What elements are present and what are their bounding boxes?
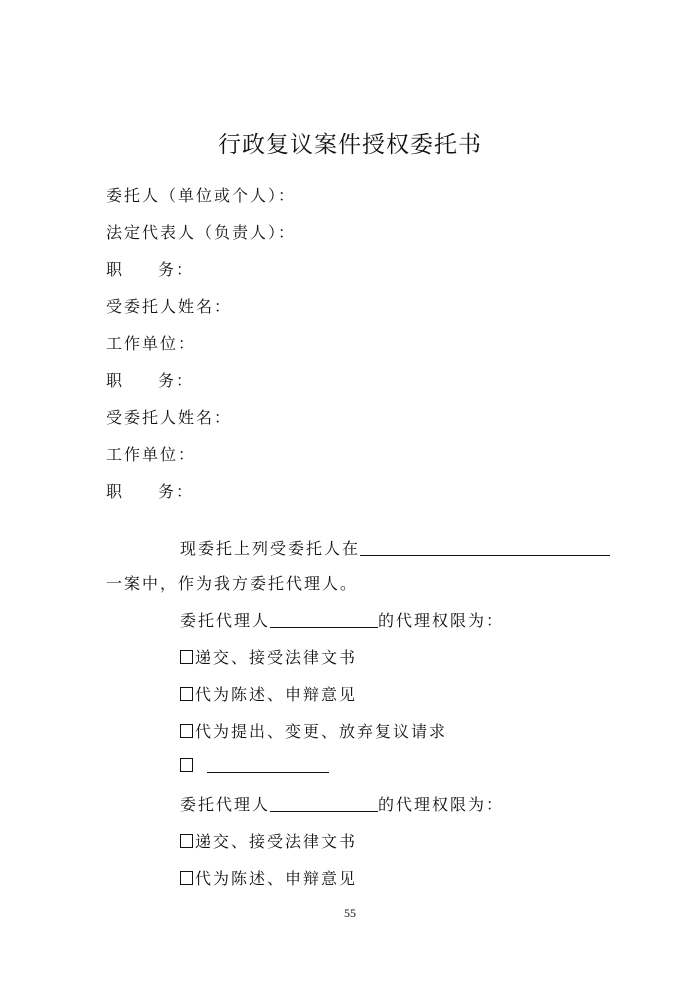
other-option-blank [207, 756, 329, 773]
position-field-3: 职 务： [106, 482, 195, 501]
agent1-unit-field: 工作单位： [106, 334, 197, 353]
option-item-blank [180, 756, 329, 775]
commission-line-2: 一案中，作为我方委托代理人。 [106, 574, 359, 593]
agent2-name-field: 受委托人姓名： [106, 408, 233, 427]
agent-authority-line-2: 委托代理人 的代理权限为： [180, 795, 505, 814]
position-field-1: 职 务： [106, 260, 195, 279]
option-item: 代为提出、变更、放弃复议请求 [180, 719, 447, 742]
option-item: 代为陈述、申辩意见 [180, 866, 357, 889]
checkbox-icon [180, 687, 193, 701]
checkbox-icon [180, 871, 193, 885]
option-item: 递交、接受法律文书 [180, 829, 357, 852]
checkbox-icon [180, 758, 193, 772]
option-item: 代为陈述、申辩意见 [180, 682, 357, 705]
principal-field: 委托人（单位或个人）： [106, 186, 297, 205]
case-blank [360, 539, 610, 556]
position-field-2: 职 务： [106, 371, 195, 390]
legal-rep-field: 法定代表人（负责人）： [106, 223, 297, 242]
agent2-unit-field: 工作单位： [106, 445, 197, 464]
agent1-name-field: 受委托人姓名： [106, 297, 233, 316]
option-item: 递交、接受法律文书 [180, 645, 357, 668]
agent-authority-line-1: 委托代理人 的代理权限为： [180, 611, 505, 630]
commission-line: 现委托上列受委托人在 [180, 536, 610, 559]
agent-name-blank [270, 611, 378, 628]
document-title: 行政复议案件授权委托书 [218, 132, 482, 158]
checkbox-icon [180, 724, 193, 738]
agent-name-blank [270, 795, 378, 812]
page-number: 55 [344, 906, 356, 920]
checkbox-icon [180, 834, 193, 848]
checkbox-icon [180, 650, 193, 664]
